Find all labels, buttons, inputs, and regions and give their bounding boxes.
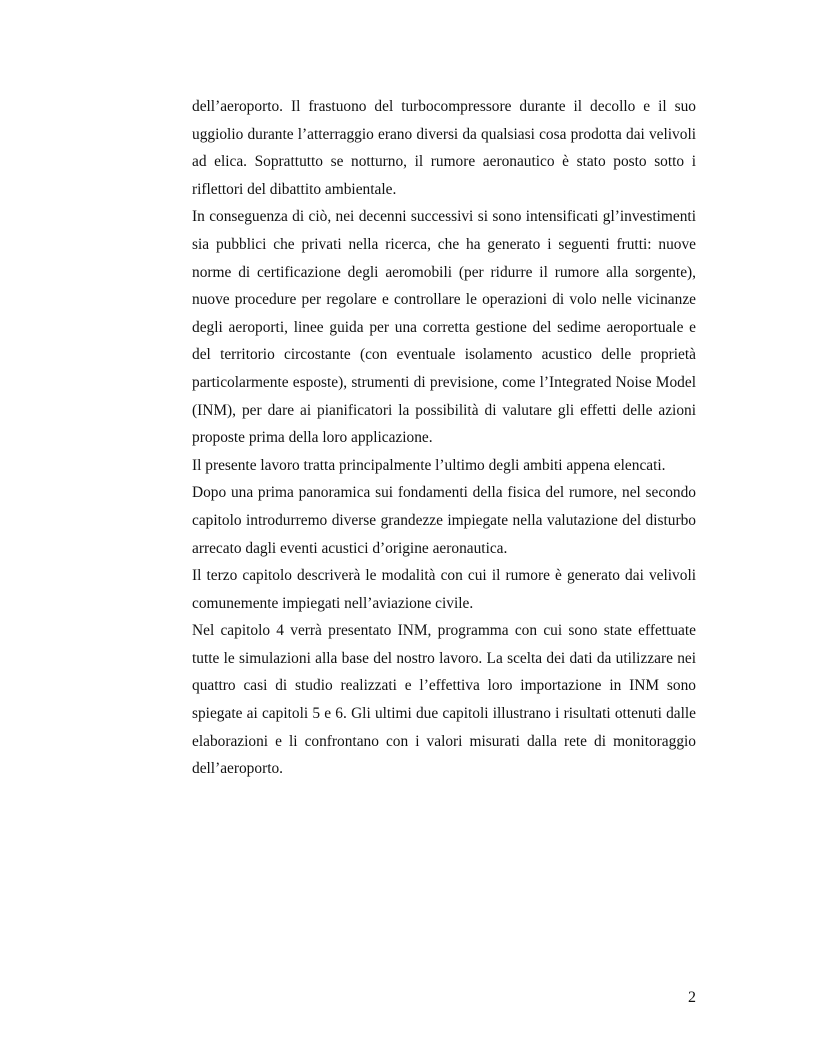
paragraph-3: Il presente lavoro tratta principalmente l’ultimo degli ambiti appena elencati. — [192, 456, 666, 474]
page-number: 2 — [688, 989, 696, 1006]
paragraph-6: Nel capitolo 4 verrà presentato INM, programma con cui sono state effettuate tutte le simulazioni alla base del nostro lavoro. La scelta dei dati da utilizzare nei quattro casi di studio realizzati e l’effettiva loro importazione in INM sono spiegate ai capitoli 5 e 6. Gli ultimi due capitoli illustrano i risultati ottenuti dalle elaborazioni e li confrontano con i valori misurati dalla rete di monitoraggio dell’aeroporto. — [192, 622, 696, 778]
paragraph-5: Il terzo capitolo descriverà le modalità con cui il rumore è generato dai velivoli comunemente impiegati nell’aviazione civile. — [192, 567, 696, 612]
body-text — [192, 93, 696, 783]
paragraph-1: dell’aeroporto. Il frastuono del turbocompressore durante il decollo e il suo uggiolio durante l’atterraggio erano diversi da qualsiasi cosa prodotta dai velivoli ad elica. Soprattutto se notturno, il rumore aeronautico è stato posto sotto i riflettori del dibattito ambientale. — [192, 98, 696, 198]
paragraph-4: Dopo una prima panoramica sui fondamenti della fisica del rumore, nel secondo capitolo introdurremo diverse grandezze impiegate nella valutazione del disturbo arrecato dagli eventi acustici d’origine aeronautica. — [192, 484, 696, 557]
paragraph-2: In conseguenza di ciò, nei decenni successivi si sono intensificati gl’investimenti sia pubblici che privati nella ricerca, che ha generato i seguenti frutti: nuove norme di certificazione degli aeromobili (per ridurre il rumore alla sorgente), nuove procedure per regolare e controllare le operazioni di volo nelle vicinanze degli aeroporti, linee guida per una corretta gestione del sedime aeroportuale e del territorio circostante (con eventuale isolamento acustico delle proprietà particolarmente esposte), strumenti di previsione, come l’Integrated Noise Model (INM), per dare ai pianificatori la possibilità di valutare gli effetti delle azioni proposte prima della loro applicazione. — [192, 208, 696, 447]
